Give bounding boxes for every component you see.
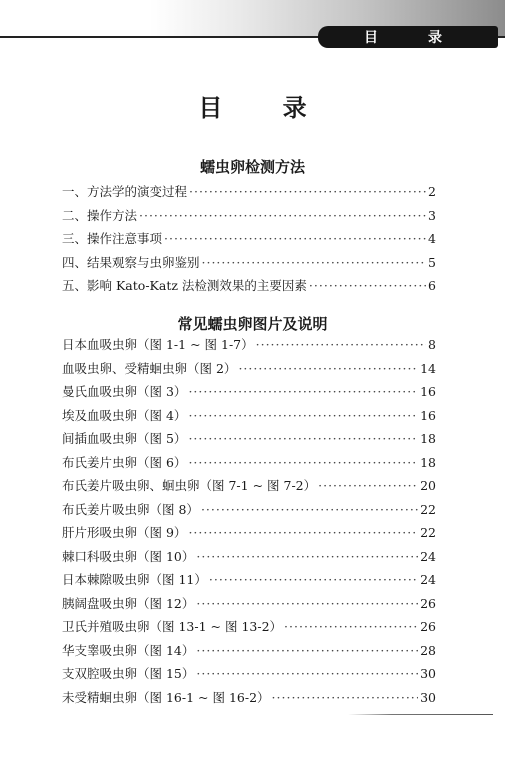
toc-egg-images	[62, 333, 436, 709]
toc-leader	[164, 227, 426, 251]
toc-entry[interactable]	[62, 427, 436, 451]
toc-entry-page: 20	[420, 478, 436, 493]
toc-entry-label: 棘口科吸虫卵（图 10）	[62, 548, 195, 564]
toc-entry-label: 曼氏血吸虫卵（图 3）	[62, 384, 187, 399]
toc-entry[interactable]	[62, 545, 436, 569]
toc-leader	[196, 592, 418, 616]
toc-entry[interactable]	[62, 274, 436, 298]
toc-entry-label: 日本血吸虫卵（图 1-1 ~ 图 1-7）	[62, 337, 254, 352]
toc-leader	[196, 545, 418, 569]
toc-entry-label: 胰阔盘吸虫卵（图 12）	[62, 595, 195, 611]
toc-entry[interactable]	[62, 592, 436, 616]
toc-leader	[256, 333, 426, 357]
toc-leader	[318, 474, 418, 498]
toc-entry[interactable]	[62, 180, 436, 204]
toc-entry-label: 间插血吸虫卵（图 5）	[62, 431, 187, 446]
toc-entry[interactable]	[62, 357, 436, 381]
toc-entry-page: 28	[420, 642, 436, 658]
toc-entry-page: 16	[420, 407, 436, 423]
toc-leader	[189, 180, 426, 204]
toc-entry-label: 血吸虫卵、受精蛔虫卵（图 2）	[62, 360, 237, 376]
toc-entry-label: 肝片形吸虫卵（图 9）	[62, 525, 187, 540]
toc-entry[interactable]	[62, 498, 436, 522]
toc-entry[interactable]	[62, 404, 436, 428]
toc-entry-label: 三、操作注意事项	[62, 231, 163, 246]
toc-leader	[188, 380, 418, 404]
toc-entry-label: 二、操作方法	[62, 207, 138, 223]
toc-entry[interactable]	[62, 451, 436, 475]
toc-methods	[62, 180, 436, 298]
toc-entry-label: 布氏姜片虫卵（图 6）	[62, 454, 187, 470]
toc-leader	[188, 451, 418, 475]
toc-entry[interactable]	[62, 333, 436, 357]
toc-entry-page: 26	[420, 595, 436, 611]
toc-leader	[202, 251, 426, 275]
page-title: 目 录	[198, 94, 333, 122]
toc-leader	[139, 204, 426, 228]
toc-leader	[284, 615, 418, 639]
toc-entry[interactable]	[62, 380, 436, 404]
toc-entry-page: 3	[428, 207, 436, 223]
toc-entry-page: 8	[428, 337, 436, 352]
toc-entry-label: 日本棘隙吸虫卵（图 11）	[62, 572, 207, 587]
toc-entry-page: 5	[428, 254, 436, 270]
toc-entry[interactable]	[62, 251, 436, 275]
toc-entry-label: 五、影响 Kato-Katz 法检测效果的主要因素	[62, 278, 307, 293]
toc-entry[interactable]	[62, 521, 436, 545]
toc-entry-label: 布氏姜片吸虫卵、蛔虫卵（图 7-1 ~ 图 7-2）	[62, 478, 317, 493]
toc-entry-page: 6	[428, 278, 436, 293]
toc-entry[interactable]	[62, 639, 436, 663]
section-title-egg-images: 常见蠕虫卵图片及说明	[177, 315, 328, 333]
toc-entry-label: 卫氏并殖吸虫卵（图 13-1 ~ 图 13-2）	[62, 619, 283, 634]
toc-leader	[209, 568, 418, 592]
toc-leader	[188, 404, 418, 428]
toc-entry-page: 22	[420, 525, 436, 540]
toc-entry-page: 16	[420, 384, 436, 399]
toc-entry-label: 布氏姜片吸虫卵（图 8）	[62, 501, 199, 517]
toc-leader	[196, 662, 418, 686]
header-tab-char-1: 目	[364, 30, 378, 46]
toc-entry-label: 未受精蛔虫卵（图 16-1 ~ 图 16-2）	[62, 689, 270, 705]
toc-leader	[309, 274, 426, 298]
header-tab-char-2: 录	[428, 30, 442, 46]
toc-entry-label: 四、结果观察与虫卵鉴别	[62, 254, 200, 270]
toc-entry-page: 22	[420, 501, 436, 517]
toc-entry-page: 24	[420, 572, 436, 587]
toc-entry-page: 2	[428, 184, 436, 199]
toc-leader	[196, 639, 418, 663]
toc-entry-page: 14	[420, 360, 436, 376]
toc-entry-page: 18	[420, 431, 436, 446]
toc-entry-page: 30	[420, 666, 436, 681]
toc-entry[interactable]	[62, 204, 436, 228]
toc-entry-label: 一、方法学的演变过程	[62, 184, 188, 199]
toc-leader	[188, 521, 418, 545]
toc-entry-label: 埃及血吸虫卵（图 4）	[62, 407, 187, 423]
toc-entry[interactable]	[62, 662, 436, 686]
section-title-methods: 蠕虫卵检测方法	[199, 158, 305, 176]
header-tab	[318, 26, 498, 48]
toc-entry-page: 18	[420, 454, 436, 470]
toc-entry-label: 支双腔吸虫卵（图 15）	[62, 666, 195, 681]
toc-entry-page: 30	[420, 689, 436, 705]
toc-entry[interactable]	[62, 615, 436, 639]
toc-entry-page: 4	[428, 231, 436, 246]
toc-entry-page: 26	[420, 619, 436, 634]
toc-entry[interactable]	[62, 686, 436, 710]
page-header	[0, 0, 505, 48]
toc-entry-page: 24	[420, 548, 436, 564]
toc-entry[interactable]	[62, 474, 436, 498]
toc-leader	[188, 427, 418, 451]
toc-entry-label: 华支睾吸虫卵（图 14）	[62, 642, 195, 658]
toc-entry[interactable]	[62, 227, 436, 251]
toc-leader	[238, 357, 418, 381]
footer-rule	[348, 714, 493, 715]
toc-leader	[272, 686, 419, 710]
toc-entry[interactable]	[62, 568, 436, 592]
toc-leader	[201, 498, 418, 522]
